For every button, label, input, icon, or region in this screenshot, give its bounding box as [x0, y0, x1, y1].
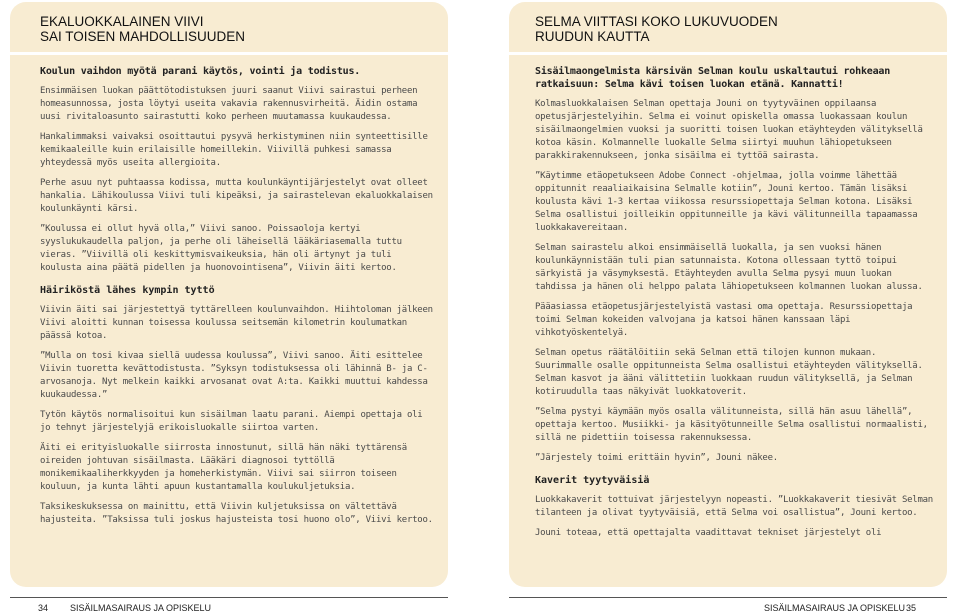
left-title-line-1: EKALUOKKALAINEN VIIVI [40, 14, 204, 29]
left-paragraph: ”Koulussa ei ollut hyvä olla,” Viivi sanoo. Poissaoloja kertyi syyslukukaudella paljon, ja perhe oli läheisellä lääkäriasemalla tuttu vieras. ”Viivillä oli keskittymisvaikeuksia, hän oli ärtynyt ja tuli koulusta aina päätä pidellen ja huonovointisena”, Viivin äiti kertoo. [40, 224, 402, 273]
left-paragraph: Hankalimmaksi vaivaksi osoittautui pysyvä herkistyminen niin synteettisille kemikaaleille kuin erilaisille homeillekin. Viivillä puhkesi samassa yhteydessä myös useita allergioita. [40, 132, 428, 168]
right-article-body [509, 55, 947, 540]
right-paragraph: Luokkakaverit tottuivat järjestelyyn nopeasti. ”Luokkakaverit tiesivät Selman tilanteen ja olivat tyytyväisiä, että Selma voi osallistua”, Jouni kertoo. [535, 495, 933, 518]
right-title-line-1: SELMA VIITTASI KOKO LUKUVUODEN [535, 14, 778, 29]
right-subheading: Kaverit tyytyväisiä [535, 475, 650, 486]
left-column [10, 2, 448, 587]
right-paragraph: ”Järjestely toimi erittäin hyvin”, Jouni näkee. [535, 453, 778, 463]
right-paragraph: ”Selma pystyi käymään myös osalla välitunneista, sillä hän asuu lähellä”, opettaja kertoo. Musiikki- ja käsityötunneille Selma osallistui normaalisti, sillä ne pidettiin toisessa rakennuksessa. [535, 407, 928, 443]
left-paragraph: Ensimmäisen luokan päättötodistuksen juuri saanut Viivi sairastui perheen homeasunnossa, josta löytyi useita vakavia rakennusvirheitä. Äidin ostama uusi rivitaloasunto sairastutti koko perheen muutamassa kuukaudessa. [40, 86, 418, 122]
left-title-line-2: SAI TOISEN MAHDOLLISUUDEN [40, 29, 246, 44]
right-paragraph: ”Käytimme etäopetukseen Adobe Connect -ohjelmaa, jolla voimme lähettää oppitunnit reaaliaikaisina Selmalle kotiin”, Jouni kertoo. Tämän lisäksi koulusta kävi 1-3 kertaa viikossa resurssiopettaja Selman kotona. Lisäksi Selma osallistui joilleikin oppitunneille ja kävi välitunneilla tapaamassa luokkakavereitaan. [535, 171, 918, 233]
left-paragraph: Taksikeskuksessa on mainittu, että Viivin kuljetuksissa on vältettävä hajusteita. ”Taksissa tuli joskus hajusteista tosi huono olo”, Viivi kertoo. [40, 502, 433, 525]
right-running-footer: SISÄILMASAIRAUS JA OPISKELU [764, 603, 906, 613]
left-paragraph: ”Mulla on tosi kivaa siellä uudessa koulussa”, Viivi sanoo. Äiti esittelee Viivin tuoretta kevättodistusta. ”Syksyn todistuksessa oli lähinnä B- ja C-arvosanoja. Nyt melkein kaikki arvosanat ovat A:ta. Kaikki muuttui kahdessa kuukaudessa.” [40, 351, 428, 400]
right-lead: Sisäilmaongelmista kärsivän Selman koulu uskaltautui rohkeaan ratkaisuun: Selma kävi toisen luokan etänä. Kannatti! [535, 66, 891, 90]
right-footer-rule [509, 597, 947, 598]
left-page-number: 34 [38, 603, 49, 613]
right-paragraph: Selman opetus räätälöitiin sekä Selman että tilojen kunnon mukaan. Suurimmalle osalle oppitunneista Selma osallistui etäyhteyden välityksellä. Selman kasvot ja ääni välittetiin luokkaan ruudun välityksellä, ja Selman kotiruudulla taas näkyivät luokkatoverit. [535, 348, 923, 397]
right-page-number: 35 [906, 603, 917, 613]
right-paragraph: Jouni toteaa, että opettajalta vaadittavat tekniset järjestelyt oli [535, 528, 882, 538]
right-article-title [509, 2, 947, 52]
left-subheading: Häiriköstä lähes kympin tyttö [40, 285, 215, 296]
right-title-line-2: RUUDUN KAUTTA [535, 29, 650, 44]
left-paragraph: Perhe asuu nyt puhtaassa kodissa, mutta koulunkäyntijärjestelyt ovat olleet hankalia. Lähikoulussa Viivi tuli kipeäksi, ja sairastelevan ekaluokkalaisen koulunkäynti kärsi. [40, 178, 433, 214]
left-article-body [10, 55, 448, 527]
right-paragraph: Kolmasluokkalaisen Selman opettaja Jouni on tyytyväinen oppilaansa opetusjärjestelyihin. Selma ei voinut opiskella omassa luokassaan koulun sisäilmaongelmien vuoksi ja suoritti toisen luokan etäyhteyden välityksellä kotoa käsin. Kolmannelle luokalle Selma siirtyi muuhun lähiopetukseen parakkirakennukseen, jonka sisäilma ei tyttöä sairasta. [535, 99, 923, 161]
left-paragraph: Viivin äiti sai järjestettyä tyttärelleen koulunvaihdon. Hiihtoloman jälkeen Viivi aloitti kunnan toisessa koulussa seitsemän kilometrin koulumatkan päässä kotoa. [40, 305, 433, 341]
left-footer-rule [10, 597, 448, 598]
right-paragraph: Pääasiassa etäopetusjärjestelyistä vastasi oma opettaja. Resurssiopettaja toimi Selman kokeiden valvojana ja katsoi hänen kanssaan läpi vihkotyöskentelyä. [535, 302, 913, 338]
left-paragraph: Äiti ei erityisluokalle siirrosta innostunut, sillä hän näki tyttärensä oireiden johtuvan sisäilmasta. Lääkäri diagnosoi tyttöllä monikemikaaliherkkyyden ja homeherkistymän. Viivi sai siirron toiseen kouluun, ja kunta lähti apuun kustantamalla koulukuljetuksia. [40, 443, 407, 492]
left-article-title [10, 2, 448, 52]
left-paragraph: Tytön käytös normalisoitui kun sisäilman laatu parani. Aiempi opettaja oli jo tehnyt järjestelyjä erikoisluokalle siirtoa varten. [40, 410, 423, 433]
left-lead: Koulun vaihdon myötä parani käytös, vointi ja todistus. [40, 66, 361, 77]
right-column [509, 2, 947, 587]
right-paragraph: Selman sairastelu alkoi ensimmäisellä luokalla, ja sen vuoksi hänen koulunkäynnistään tuli pian satunnaista. Kotona ollessaan tyttö toipui särkyistä ja väsymyksestä. Etäyhteyden avulla Selma pysyi muun luokan tahdissa ja hänen oli helppo palata lähiopetukseen kolmannen luokan alussa. [535, 243, 923, 292]
left-running-footer: SISÄILMASAIRAUS JA OPISKELU [70, 603, 212, 613]
